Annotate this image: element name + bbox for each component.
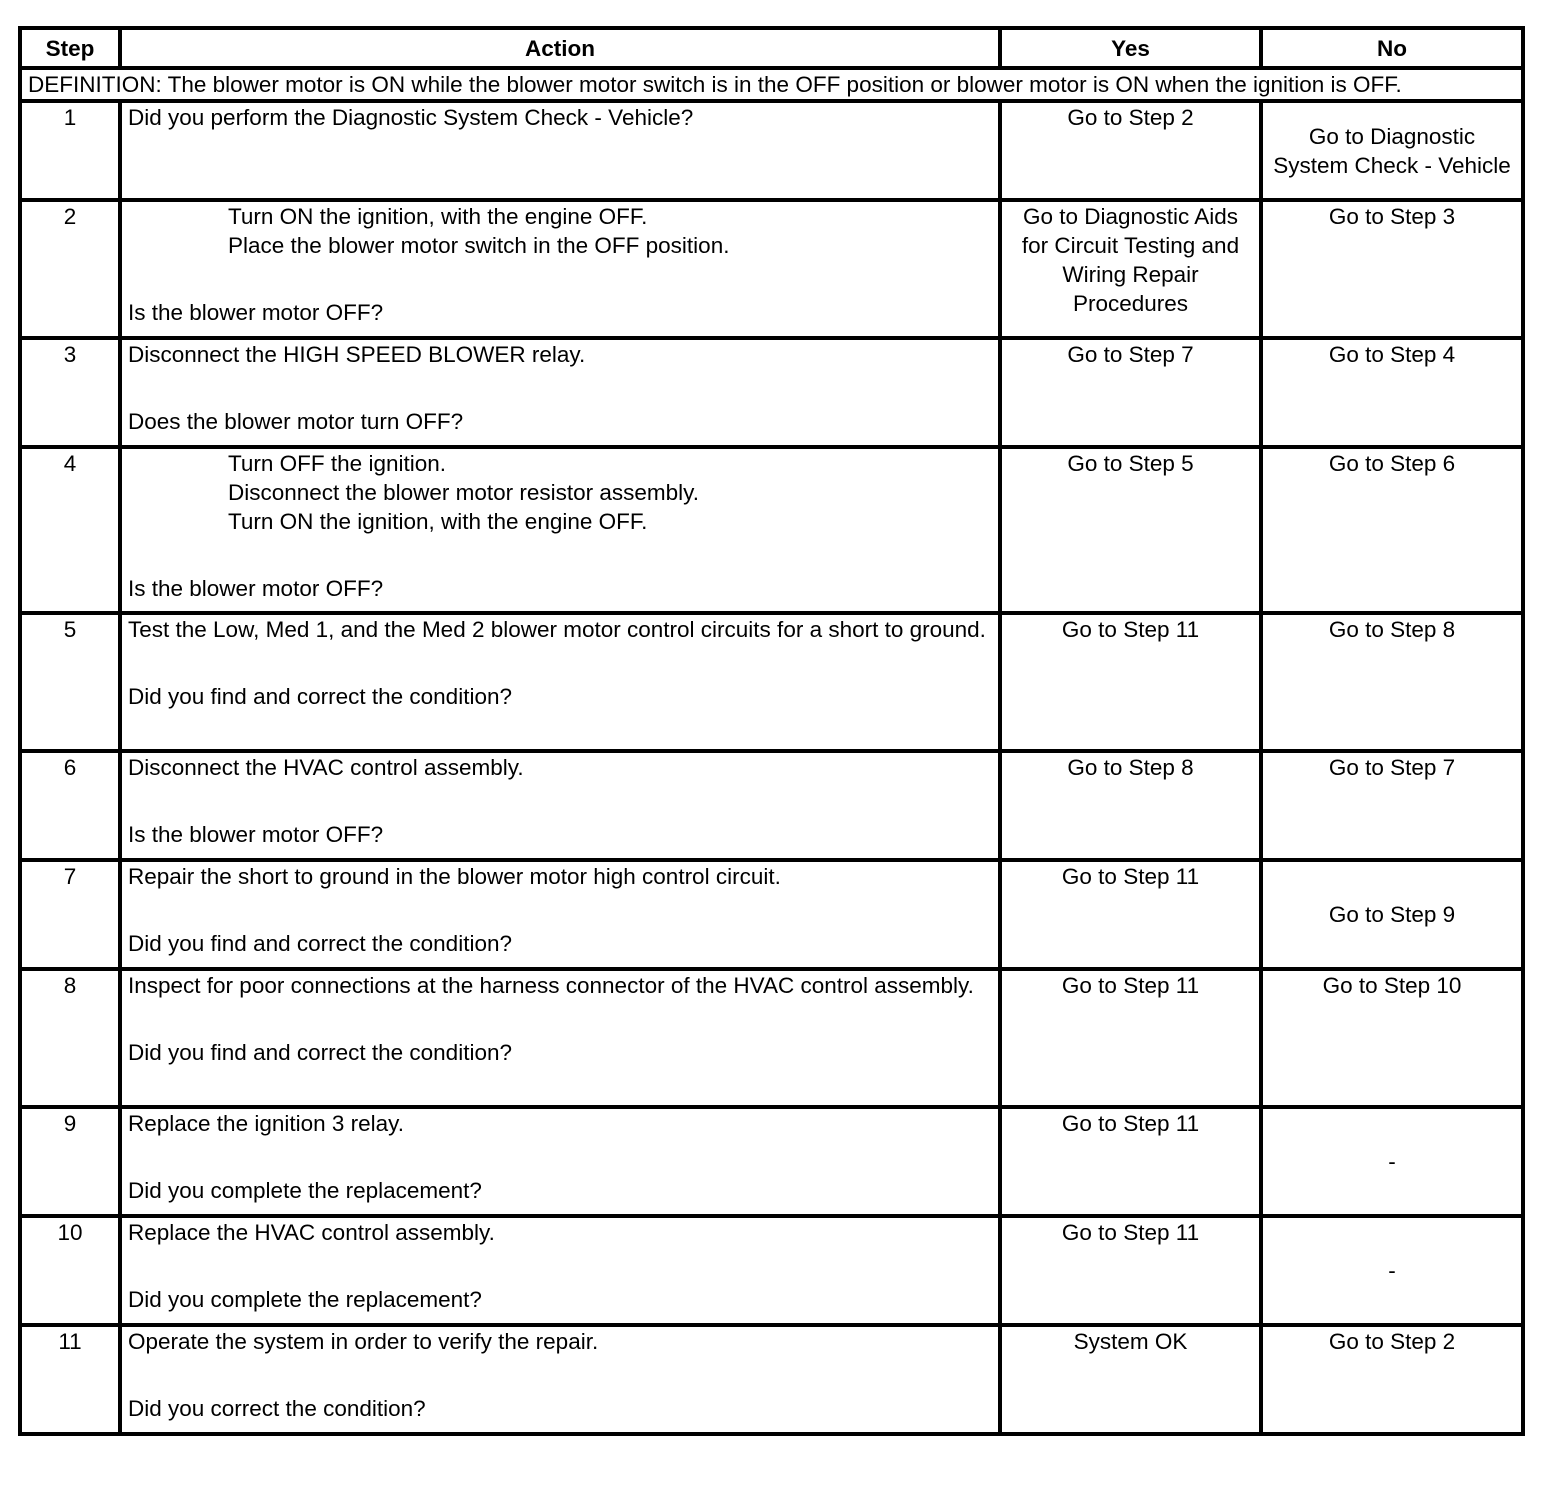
yes-cell: Go to Step 8 [1000, 751, 1261, 860]
table-row [20, 1216, 1523, 1325]
action-line: Disconnect the HIGH SPEED BLOWER relay. [128, 342, 586, 367]
action-cell [120, 969, 1000, 1107]
action-line: Did you perform the Diagnostic System Check - Vehicle? [128, 105, 694, 130]
yes-cell: Go to Step 11 [1000, 1107, 1261, 1216]
step-number: 5 [20, 613, 120, 751]
table-row [20, 101, 1523, 200]
action-line: Repair the short to ground in the blower motor high control circuit. [128, 864, 781, 889]
yes-cell: Go to Step 11 [1000, 860, 1261, 969]
action-cell [120, 860, 1000, 969]
table-row [20, 447, 1523, 613]
action-cell [120, 751, 1000, 860]
step-number: 8 [20, 969, 120, 1107]
no-cell: Go to Step 7 [1261, 751, 1523, 860]
definition-row [20, 68, 1523, 101]
action-bullet: Turn OFF the ignition. [228, 451, 447, 476]
step-number: 7 [20, 860, 120, 969]
yes-cell: System OK [1000, 1325, 1261, 1434]
yes-cell: Go to Step 11 [1000, 613, 1261, 751]
table-row [20, 751, 1523, 860]
no-cell: Go to Step 8 [1261, 613, 1523, 751]
action-question: Does the blower motor turn OFF? [128, 409, 464, 434]
action-question: Is the blower motor OFF? [128, 300, 384, 325]
step-number: 2 [20, 200, 120, 338]
no-cell: Go to Step 10 [1261, 969, 1523, 1107]
yes-cell: Go to Step 11 [1000, 969, 1261, 1107]
table-row [20, 338, 1523, 447]
action-line: Disconnect the HVAC control assembly. [128, 755, 524, 780]
yes-cell: Go to Step 11 [1000, 1216, 1261, 1325]
yes-cell: Go to Step 5 [1000, 447, 1261, 613]
table-row [20, 969, 1523, 1107]
table-row [20, 200, 1523, 338]
table-row [20, 613, 1523, 751]
action-question: Did you find and correct the condition? [128, 931, 512, 956]
action-cell [120, 200, 1000, 338]
action-question: Did you correct the condition? [128, 1396, 426, 1421]
action-cell [120, 1107, 1000, 1216]
action-line: Replace the HVAC control assembly. [128, 1220, 495, 1245]
no-cell: - [1261, 1216, 1523, 1325]
action-cell [120, 338, 1000, 447]
step-number: 1 [20, 101, 120, 200]
step-number: 10 [20, 1216, 120, 1325]
no-cell: Go to Step 4 [1261, 338, 1523, 447]
action-question: Did you find and correct the condition? [128, 684, 512, 709]
no-cell: Go to Step 3 [1261, 200, 1523, 338]
yes-cell: Go to Diagnostic Aids for Circuit Testing and Wiring Repair Procedures [1000, 200, 1261, 338]
step-number: 4 [20, 447, 120, 613]
yes-cell: Go to Step 7 [1000, 338, 1261, 447]
action-line: Test the Low, Med 1, and the Med 2 blower motor control circuits for a short to ground. [128, 617, 986, 642]
action-question: Did you complete the replacement? [128, 1287, 482, 1312]
action-bullet: Turn ON the ignition, with the engine OFF. [228, 204, 648, 229]
diagnostic-table [18, 26, 1525, 1436]
header-step: Step [20, 28, 120, 68]
step-number: 3 [20, 338, 120, 447]
action-line: Operate the system in order to verify the repair. [128, 1329, 599, 1354]
step-number: 9 [20, 1107, 120, 1216]
action-question: Did you find and correct the condition? [128, 1040, 512, 1065]
action-cell [120, 1216, 1000, 1325]
action-bullet: Turn ON the ignition, with the engine OFF. [228, 509, 648, 534]
no-cell: Go to Step 9 [1261, 860, 1523, 969]
action-bullet: Place the blower motor switch in the OFF position. [228, 233, 730, 258]
table-row [20, 860, 1523, 969]
action-question: Is the blower motor OFF? [128, 822, 384, 847]
header-action: Action [120, 28, 1000, 68]
header-row [20, 28, 1523, 68]
action-question: Did you complete the replacement? [128, 1178, 482, 1203]
no-cell: - [1261, 1107, 1523, 1216]
no-cell: Go to Diagnostic System Check - Vehicle [1261, 101, 1523, 200]
action-cell [120, 613, 1000, 751]
action-line: Inspect for poor connections at the harness connector of the HVAC control assembly. [128, 973, 974, 998]
table-row [20, 1325, 1523, 1434]
no-cell: Go to Step 2 [1261, 1325, 1523, 1434]
action-line: Replace the ignition 3 relay. [128, 1111, 404, 1136]
action-cell [120, 447, 1000, 613]
header-no: No [1261, 28, 1523, 68]
step-number: 6 [20, 751, 120, 860]
header-yes: Yes [1000, 28, 1261, 68]
action-cell [120, 1325, 1000, 1434]
yes-cell: Go to Step 2 [1000, 101, 1261, 200]
step-number: 11 [20, 1325, 120, 1434]
definition-text: DEFINITION: The blower motor is ON while the blower motor switch is in the OFF position or blower motor is ON when the ignition is OFF. [20, 68, 1523, 101]
no-cell: Go to Step 6 [1261, 447, 1523, 613]
table-row [20, 1107, 1523, 1216]
action-cell [120, 101, 1000, 200]
action-bullet: Disconnect the blower motor resistor assembly. [228, 480, 700, 505]
action-question: Is the blower motor OFF? [128, 576, 384, 601]
